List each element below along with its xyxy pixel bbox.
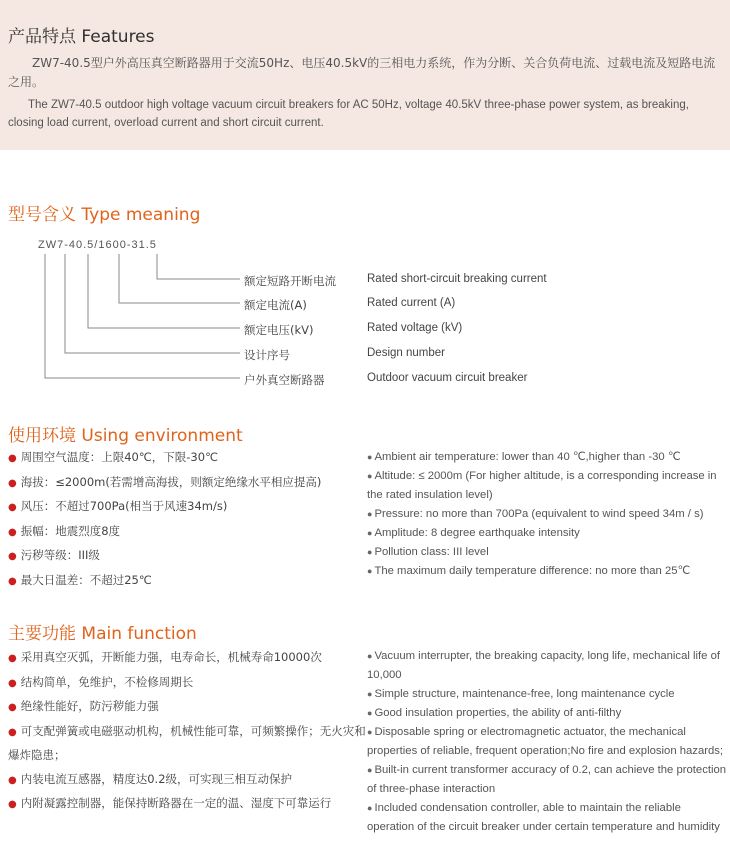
bullet-icon: ● <box>8 551 17 562</box>
bullet-icon: ● <box>367 547 373 557</box>
type-item-zh: 设计序号 <box>244 348 290 362</box>
bullet-icon: ● <box>367 528 373 538</box>
list-item: ● 内附凝露控制器，能保持断路器在一定的温、湿度下可靠运行 <box>8 796 332 810</box>
list-item: ● 振幅：地震烈度8度 <box>8 523 121 538</box>
list-item: ● Simple structure, maintenance-free, long maintenance cycle <box>367 688 675 700</box>
connector-line <box>88 254 240 328</box>
list-item: ● 周围空气温度：上限40℃，下限-30℃ <box>8 450 218 464</box>
bullet-icon: ● <box>8 702 17 713</box>
type-item-zh: 额定短路开断电流 <box>244 274 336 288</box>
list-item: ● Pressure: no more than 700Pa (equivalent to wind speed 34m / s) <box>367 508 704 520</box>
bullet-icon: ● <box>367 689 373 699</box>
list-item: ● Built-in current transformer accuracy of 0.2, can achieve the protection of three-phase interaction <box>367 764 727 795</box>
type-item-en: Outdoor vacuum circuit breaker <box>367 372 528 384</box>
type-item-en: Rated current (A) <box>367 297 456 309</box>
connector-line <box>45 254 240 378</box>
connector-line <box>157 254 240 279</box>
bullet-icon: ● <box>8 453 17 464</box>
list-item: ● 风压：不超过700Pa(相当于风速34m/s) <box>8 499 228 513</box>
list-item: ● Altitude: ≤ 2000m (For higher altitude, is a corresponding increase in the rated insulation level) <box>367 470 717 501</box>
list-item: ● The maximum daily temperature difference: no more than 25℃ <box>367 565 691 577</box>
list-item: ● Vacuum interrupter, the breaking capacity, long life, mechanical life of 10,000 <box>367 650 721 681</box>
list-item: ● 采用真空灭弧，开断能力强，电寿命长，机械寿命10000次 <box>8 650 322 664</box>
bullet-icon: ● <box>367 765 373 775</box>
bullet-icon: ● <box>367 471 373 481</box>
model-code: ZW7-40.5/1600-31.5 <box>38 239 157 251</box>
bullet-icon: ● <box>8 726 17 738</box>
environment-title: 使用环境 Using environment <box>8 426 243 446</box>
bullet-icon: ● <box>8 774 17 786</box>
bullet-icon: ● <box>8 477 17 489</box>
bullet-icon: ● <box>8 799 17 810</box>
bullet-icon: ● <box>8 502 17 513</box>
type-item-en: Rated short-circuit breaking current <box>367 273 547 285</box>
bullet-icon: ● <box>367 803 373 813</box>
function-list-zh <box>8 646 368 817</box>
environment-list-zh <box>8 446 368 593</box>
list-item: ● Ambient air temperature: lower than 40 ℃,higher than -30 ℃ <box>367 451 681 463</box>
list-item: ● 海拔：≤2000m(若需增高海拔，则额定绝缘水平相应提高) <box>8 474 322 489</box>
bullet-icon: ● <box>8 677 17 689</box>
list-item: ● 可支配弹簧或电磁驱动机构，机械性能可靠，可频繁操作；无火灾和爆炸隐患； <box>8 723 366 762</box>
list-item: ● Amplitude: 8 degree earthquake intensity <box>367 527 580 539</box>
list-item: ● 结构简单，免维护，不检修周期长 <box>8 674 194 689</box>
type-item-zh: 额定电压(kV) <box>244 323 314 337</box>
type-item-zh: 户外真空断路器 <box>244 373 325 387</box>
list-item: ● 最大日温差：不超过25℃ <box>8 572 152 587</box>
bullet-icon: ● <box>367 727 373 737</box>
bullet-icon: ● <box>367 651 373 661</box>
bullet-icon: ● <box>367 566 373 576</box>
type-item-en: Rated voltage (kV) <box>367 322 463 334</box>
list-item: ● Disposable spring or electromagnetic actuator, the mechanical properties of reliable, frequent operation;No fire and explosion hazards; <box>367 726 724 757</box>
list-item: ● 污秽等级：III级 <box>8 548 100 562</box>
bullet-icon: ● <box>8 526 17 538</box>
list-item: ● 内装电流互感器，精度达0.2级，可实现三相互动保护 <box>8 771 293 786</box>
list-item: ● Pollution class: III level <box>367 546 489 558</box>
type-item-en: Design number <box>367 347 445 359</box>
type-meaning-title: 型号含义 Type meaning <box>8 205 201 225</box>
function-list-en <box>367 647 727 837</box>
list-item: ● Included condensation controller, able to maintain the reliable operation of the circuit breaker under certain temperature and humidity <box>367 802 720 833</box>
list-item: ● Good insulation properties, the ability of anti-filthy <box>367 707 622 719</box>
list-item: ● 绝缘性能好，防污秽能力强 <box>8 699 159 713</box>
bullet-icon: ● <box>367 509 373 519</box>
bullet-icon: ● <box>8 653 17 664</box>
bullet-icon: ● <box>8 575 17 587</box>
bullet-icon: ● <box>367 708 373 718</box>
bullet-icon: ● <box>367 452 373 462</box>
main-function-title: 主要功能 Main function <box>8 624 197 644</box>
environment-list-en <box>367 448 727 581</box>
features-title: 产品特点 Features <box>8 27 155 47</box>
features-desc-en: The ZW7-40.5 outdoor high voltage vacuum circuit breakers for AC 50Hz, voltage 40.5kV three-phase power system, as breaking, closing load current, overload current and short circuit current. <box>8 99 689 129</box>
features-desc-zh: ZW7-40.5型户外高压真空断路器用于交流50Hz、电压40.5kV的三相电力系统，作为分断、关合负荷电流、过载电流及短路电流之用。 <box>8 56 716 89</box>
type-item-zh: 额定电流(A) <box>244 298 307 312</box>
